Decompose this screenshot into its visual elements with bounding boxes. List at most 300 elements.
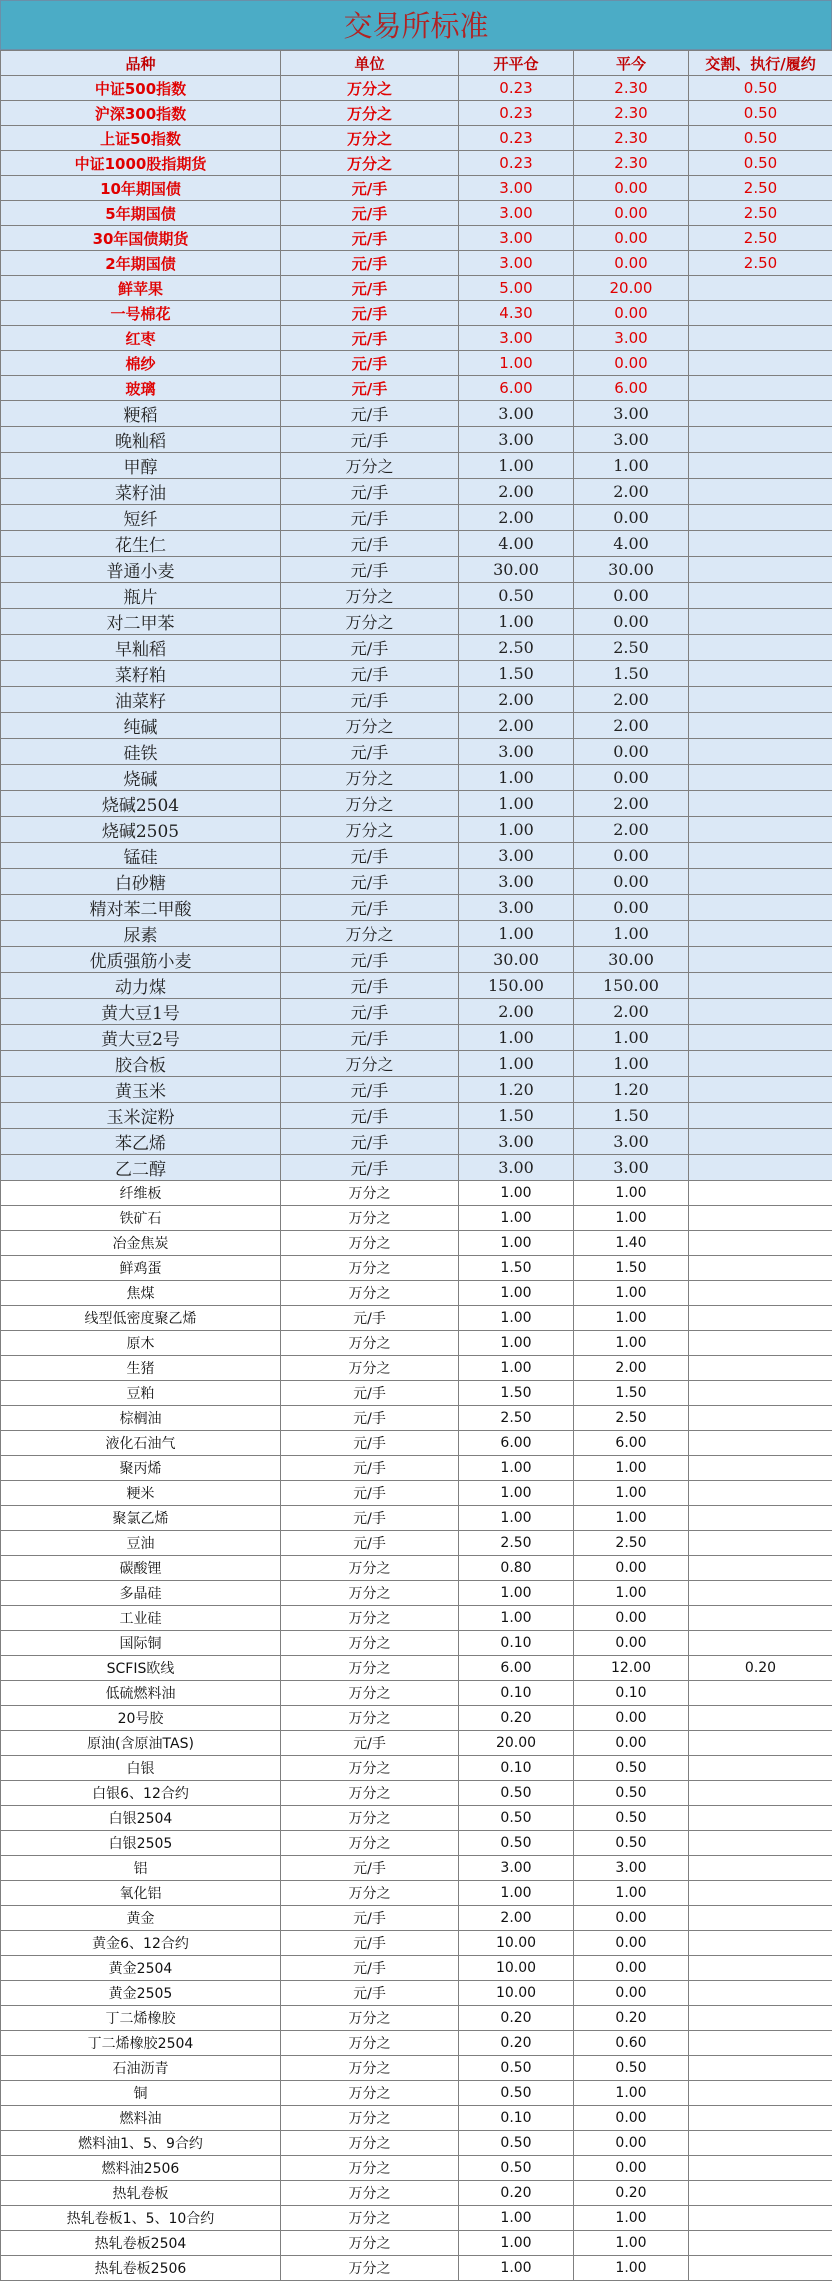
cell-close-today[interactable]: 0.00: [574, 583, 689, 609]
cell-unit[interactable]: 元/手: [281, 1956, 459, 1981]
cell-close-today[interactable]: 1.50: [574, 1256, 689, 1281]
cell-variety[interactable]: 铝: [1, 1856, 281, 1881]
cell-delivery[interactable]: [689, 2106, 832, 2131]
cell-close-today[interactable]: 1.50: [574, 661, 689, 687]
cell-open-close[interactable]: 0.50: [459, 583, 574, 609]
cell-close-today[interactable]: 1.50: [574, 1381, 689, 1406]
cell-delivery[interactable]: [689, 276, 832, 301]
cell-delivery[interactable]: [689, 1406, 832, 1431]
cell-delivery[interactable]: [689, 479, 832, 505]
cell-unit[interactable]: 万分之: [281, 1581, 459, 1606]
cell-variety[interactable]: 鲜苹果: [1, 276, 281, 301]
cell-variety[interactable]: 菜籽粕: [1, 661, 281, 687]
cell-unit[interactable]: 万分之: [281, 2006, 459, 2031]
col-header-close-today[interactable]: 平今: [574, 51, 689, 76]
cell-open-close[interactable]: 3.00: [459, 401, 574, 427]
cell-close-today[interactable]: 0.50: [574, 2056, 689, 2081]
cell-variety[interactable]: 一号棉花: [1, 301, 281, 326]
cell-variety[interactable]: 热轧卷板: [1, 2181, 281, 2206]
cell-unit[interactable]: 元/手: [281, 1381, 459, 1406]
cell-variety[interactable]: 碳酸锂: [1, 1556, 281, 1581]
cell-open-close[interactable]: 10.00: [459, 1931, 574, 1956]
cell-variety[interactable]: 上证50指数: [1, 126, 281, 151]
cell-unit[interactable]: 元/手: [281, 226, 459, 251]
cell-variety[interactable]: 优质强筋小麦: [1, 947, 281, 973]
cell-close-today[interactable]: 30.00: [574, 947, 689, 973]
cell-unit[interactable]: 万分之: [281, 1681, 459, 1706]
cell-variety[interactable]: 瓶片: [1, 583, 281, 609]
cell-close-today[interactable]: 3.00: [574, 427, 689, 453]
cell-unit[interactable]: 元/手: [281, 1306, 459, 1331]
cell-close-today[interactable]: 3.00: [574, 401, 689, 427]
cell-unit[interactable]: 元/手: [281, 1931, 459, 1956]
cell-delivery[interactable]: [689, 301, 832, 326]
cell-unit[interactable]: 万分之: [281, 765, 459, 791]
cell-unit[interactable]: 元/手: [281, 1025, 459, 1051]
cell-delivery[interactable]: [689, 1781, 832, 1806]
cell-close-today[interactable]: 0.50: [574, 1806, 689, 1831]
cell-variety[interactable]: 乙二醇: [1, 1155, 281, 1181]
cell-variety[interactable]: 烧碱2505: [1, 817, 281, 843]
cell-close-today[interactable]: 0.50: [574, 1756, 689, 1781]
cell-unit[interactable]: 元/手: [281, 1981, 459, 2006]
cell-delivery[interactable]: [689, 1631, 832, 1656]
cell-close-today[interactable]: 2.00: [574, 1356, 689, 1381]
cell-close-today[interactable]: 1.00: [574, 1581, 689, 1606]
cell-delivery[interactable]: [689, 1581, 832, 1606]
cell-open-close[interactable]: 0.80: [459, 1556, 574, 1581]
cell-unit[interactable]: 万分之: [281, 2206, 459, 2231]
cell-variety[interactable]: 粳稻: [1, 401, 281, 427]
cell-open-close[interactable]: 1.00: [459, 1025, 574, 1051]
cell-open-close[interactable]: 1.00: [459, 1606, 574, 1631]
cell-close-today[interactable]: 2.50: [574, 635, 689, 661]
cell-open-close[interactable]: 3.00: [459, 869, 574, 895]
cell-variety[interactable]: 短纤: [1, 505, 281, 531]
cell-close-today[interactable]: 3.00: [574, 1129, 689, 1155]
cell-open-close[interactable]: 1.00: [459, 1456, 574, 1481]
cell-open-close[interactable]: 6.00: [459, 1431, 574, 1456]
cell-unit[interactable]: 元/手: [281, 739, 459, 765]
cell-delivery[interactable]: [689, 739, 832, 765]
cell-delivery[interactable]: [689, 2006, 832, 2031]
cell-open-close[interactable]: 1.00: [459, 1051, 574, 1077]
cell-unit[interactable]: 元/手: [281, 401, 459, 427]
cell-unit[interactable]: 元/手: [281, 1431, 459, 1456]
cell-unit[interactable]: 元/手: [281, 687, 459, 713]
cell-variety[interactable]: 多晶硅: [1, 1581, 281, 1606]
cell-delivery[interactable]: [689, 1356, 832, 1381]
cell-delivery[interactable]: [689, 2031, 832, 2056]
cell-close-today[interactable]: 2.50: [574, 1531, 689, 1556]
cell-open-close[interactable]: 1.50: [459, 1103, 574, 1129]
cell-open-close[interactable]: 0.50: [459, 2131, 574, 2156]
cell-close-today[interactable]: 2.00: [574, 479, 689, 505]
cell-variety[interactable]: 国际铜: [1, 1631, 281, 1656]
cell-open-close[interactable]: 0.20: [459, 2181, 574, 2206]
cell-unit[interactable]: 元/手: [281, 1456, 459, 1481]
cell-delivery[interactable]: [689, 1531, 832, 1556]
cell-close-today[interactable]: 4.00: [574, 531, 689, 557]
cell-variety[interactable]: 白银6、12合约: [1, 1781, 281, 1806]
cell-unit[interactable]: 元/手: [281, 531, 459, 557]
cell-open-close[interactable]: 1.00: [459, 1581, 574, 1606]
cell-close-today[interactable]: 1.00: [574, 1025, 689, 1051]
cell-unit[interactable]: 元/手: [281, 1856, 459, 1881]
cell-variety[interactable]: 纤维板: [1, 1181, 281, 1206]
cell-open-close[interactable]: 1.00: [459, 1281, 574, 1306]
cell-unit[interactable]: 元/手: [281, 661, 459, 687]
cell-close-today[interactable]: 30.00: [574, 557, 689, 583]
cell-variety[interactable]: 铜: [1, 2081, 281, 2106]
cell-delivery[interactable]: 0.20: [689, 1656, 832, 1681]
cell-delivery[interactable]: [689, 2206, 832, 2231]
cell-delivery[interactable]: [689, 505, 832, 531]
cell-delivery[interactable]: 2.50: [689, 201, 832, 226]
cell-delivery[interactable]: [689, 557, 832, 583]
cell-delivery[interactable]: [689, 453, 832, 479]
cell-close-today[interactable]: 1.00: [574, 1306, 689, 1331]
cell-delivery[interactable]: [689, 1025, 832, 1051]
cell-unit[interactable]: 元/手: [281, 869, 459, 895]
cell-open-close[interactable]: 1.00: [459, 765, 574, 791]
cell-variety[interactable]: 黄大豆2号: [1, 1025, 281, 1051]
cell-close-today[interactable]: 0.00: [574, 301, 689, 326]
cell-close-today[interactable]: 0.60: [574, 2031, 689, 2056]
cell-close-today[interactable]: 2.00: [574, 791, 689, 817]
cell-close-today[interactable]: 0.00: [574, 843, 689, 869]
cell-delivery[interactable]: [689, 427, 832, 453]
cell-open-close[interactable]: 1.00: [459, 791, 574, 817]
cell-close-today[interactable]: 1.20: [574, 1077, 689, 1103]
cell-open-close[interactable]: 2.00: [459, 713, 574, 739]
cell-unit[interactable]: 万分之: [281, 1051, 459, 1077]
cell-close-today[interactable]: 2.30: [574, 101, 689, 126]
cell-open-close[interactable]: 1.00: [459, 2256, 574, 2281]
cell-open-close[interactable]: 1.00: [459, 351, 574, 376]
cell-unit[interactable]: 万分之: [281, 1231, 459, 1256]
cell-delivery[interactable]: [689, 1831, 832, 1856]
cell-close-today[interactable]: 0.00: [574, 1981, 689, 2006]
cell-unit[interactable]: 元/手: [281, 479, 459, 505]
cell-delivery[interactable]: [689, 1556, 832, 1581]
cell-open-close[interactable]: 1.00: [459, 1231, 574, 1256]
cell-variety[interactable]: 原木: [1, 1331, 281, 1356]
col-header-delivery[interactable]: 交割、执行/履约: [689, 51, 832, 76]
cell-unit[interactable]: 元/手: [281, 1406, 459, 1431]
cell-delivery[interactable]: [689, 1155, 832, 1181]
cell-unit[interactable]: 元/手: [281, 376, 459, 401]
cell-unit[interactable]: 万分之: [281, 791, 459, 817]
cell-unit[interactable]: 万分之: [281, 2031, 459, 2056]
cell-unit[interactable]: 元/手: [281, 1531, 459, 1556]
cell-close-today[interactable]: 0.00: [574, 609, 689, 635]
cell-close-today[interactable]: 6.00: [574, 376, 689, 401]
cell-unit[interactable]: 元/手: [281, 1906, 459, 1931]
cell-variety[interactable]: 黄金: [1, 1906, 281, 1931]
cell-close-today[interactable]: 1.00: [574, 1481, 689, 1506]
cell-open-close[interactable]: 1.00: [459, 609, 574, 635]
cell-variety[interactable]: 早籼稻: [1, 635, 281, 661]
cell-open-close[interactable]: 0.23: [459, 101, 574, 126]
cell-close-today[interactable]: 1.00: [574, 1331, 689, 1356]
cell-open-close[interactable]: 4.30: [459, 301, 574, 326]
cell-open-close[interactable]: 1.00: [459, 1206, 574, 1231]
cell-delivery[interactable]: [689, 351, 832, 376]
cell-delivery[interactable]: [689, 687, 832, 713]
cell-delivery[interactable]: [689, 1256, 832, 1281]
cell-variety[interactable]: 棉纱: [1, 351, 281, 376]
cell-variety[interactable]: 玻璃: [1, 376, 281, 401]
cell-delivery[interactable]: [689, 1706, 832, 1731]
cell-unit[interactable]: 万分之: [281, 921, 459, 947]
cell-open-close[interactable]: 3.00: [459, 1155, 574, 1181]
cell-delivery[interactable]: [689, 765, 832, 791]
cell-delivery[interactable]: [689, 1231, 832, 1256]
cell-close-today[interactable]: 2.00: [574, 713, 689, 739]
cell-close-today[interactable]: 0.00: [574, 351, 689, 376]
cell-open-close[interactable]: 0.50: [459, 2056, 574, 2081]
cell-open-close[interactable]: 1.50: [459, 661, 574, 687]
cell-variety[interactable]: 普通小麦: [1, 557, 281, 583]
cell-delivery[interactable]: [689, 1956, 832, 1981]
cell-open-close[interactable]: 1.00: [459, 2206, 574, 2231]
cell-variety[interactable]: 纯碱: [1, 713, 281, 739]
cell-close-today[interactable]: 150.00: [574, 973, 689, 999]
cell-variety[interactable]: 菜籽油: [1, 479, 281, 505]
cell-variety[interactable]: 5年期国债: [1, 201, 281, 226]
cell-variety[interactable]: 燃料油: [1, 2106, 281, 2131]
cell-variety[interactable]: 硅铁: [1, 739, 281, 765]
cell-variety[interactable]: 中证1000股指期货: [1, 151, 281, 176]
cell-close-today[interactable]: 1.00: [574, 2231, 689, 2256]
cell-open-close[interactable]: 3.00: [459, 427, 574, 453]
col-header-open-close[interactable]: 开平仓: [459, 51, 574, 76]
cell-delivery[interactable]: [689, 531, 832, 557]
cell-open-close[interactable]: 3.00: [459, 739, 574, 765]
cell-open-close[interactable]: 3.00: [459, 176, 574, 201]
cell-close-today[interactable]: 0.00: [574, 2106, 689, 2131]
cell-variety[interactable]: 工业硅: [1, 1606, 281, 1631]
cell-open-close[interactable]: 0.20: [459, 2006, 574, 2031]
cell-unit[interactable]: 元/手: [281, 1731, 459, 1756]
cell-variety[interactable]: 苯乙烯: [1, 1129, 281, 1155]
cell-delivery[interactable]: [689, 1856, 832, 1881]
cell-variety[interactable]: 黄金2504: [1, 1956, 281, 1981]
cell-open-close[interactable]: 1.00: [459, 1181, 574, 1206]
cell-delivery[interactable]: [689, 2256, 832, 2281]
cell-open-close[interactable]: 0.10: [459, 1631, 574, 1656]
cell-unit[interactable]: 元/手: [281, 176, 459, 201]
cell-close-today[interactable]: 0.00: [574, 739, 689, 765]
cell-variety[interactable]: 30年国债期货: [1, 226, 281, 251]
cell-close-today[interactable]: 1.00: [574, 2256, 689, 2281]
cell-delivery[interactable]: [689, 1103, 832, 1129]
cell-delivery[interactable]: [689, 1756, 832, 1781]
cell-unit[interactable]: 元/手: [281, 505, 459, 531]
cell-unit[interactable]: 万分之: [281, 1556, 459, 1581]
cell-delivery[interactable]: [689, 2181, 832, 2206]
cell-delivery[interactable]: 2.50: [689, 251, 832, 276]
cell-variety[interactable]: 尿素: [1, 921, 281, 947]
cell-variety[interactable]: 胶合板: [1, 1051, 281, 1077]
cell-delivery[interactable]: [689, 376, 832, 401]
cell-unit[interactable]: 元/手: [281, 1481, 459, 1506]
cell-unit[interactable]: 万分之: [281, 1881, 459, 1906]
cell-close-today[interactable]: 0.00: [574, 1606, 689, 1631]
cell-delivery[interactable]: [689, 1206, 832, 1231]
cell-unit[interactable]: 元/手: [281, 895, 459, 921]
cell-variety[interactable]: 锰硅: [1, 843, 281, 869]
cell-variety[interactable]: 石油沥青: [1, 2056, 281, 2081]
cell-variety[interactable]: 晚籼稻: [1, 427, 281, 453]
cell-delivery[interactable]: [689, 791, 832, 817]
cell-variety[interactable]: 冶金焦炭: [1, 1231, 281, 1256]
cell-unit[interactable]: 万分之: [281, 2181, 459, 2206]
cell-delivery[interactable]: [689, 1077, 832, 1103]
cell-variety[interactable]: 油菜籽: [1, 687, 281, 713]
cell-open-close[interactable]: 1.00: [459, 817, 574, 843]
cell-close-today[interactable]: 3.00: [574, 1856, 689, 1881]
cell-delivery[interactable]: [689, 661, 832, 687]
cell-unit[interactable]: 万分之: [281, 1831, 459, 1856]
cell-delivery[interactable]: [689, 1731, 832, 1756]
cell-close-today[interactable]: 1.00: [574, 2206, 689, 2231]
cell-close-today[interactable]: 0.00: [574, 869, 689, 895]
cell-open-close[interactable]: 0.10: [459, 1756, 574, 1781]
cell-variety[interactable]: 白砂糖: [1, 869, 281, 895]
cell-delivery[interactable]: [689, 326, 832, 351]
cell-delivery[interactable]: [689, 401, 832, 427]
cell-open-close[interactable]: 4.00: [459, 531, 574, 557]
cell-unit[interactable]: 万分之: [281, 609, 459, 635]
cell-close-today[interactable]: 1.00: [574, 921, 689, 947]
cell-close-today[interactable]: 1.40: [574, 1231, 689, 1256]
cell-variety[interactable]: 氧化铝: [1, 1881, 281, 1906]
cell-delivery[interactable]: [689, 1431, 832, 1456]
cell-open-close[interactable]: 0.10: [459, 2106, 574, 2131]
cell-unit[interactable]: 万分之: [281, 1256, 459, 1281]
cell-variety[interactable]: 线型低密度聚乙烯: [1, 1306, 281, 1331]
cell-unit[interactable]: 元/手: [281, 351, 459, 376]
cell-variety[interactable]: 聚氯乙烯: [1, 1506, 281, 1531]
cell-unit[interactable]: 万分之: [281, 453, 459, 479]
cell-delivery[interactable]: [689, 1331, 832, 1356]
cell-variety[interactable]: 液化石油气: [1, 1431, 281, 1456]
cell-unit[interactable]: 元/手: [281, 947, 459, 973]
cell-open-close[interactable]: 2.00: [459, 505, 574, 531]
cell-variety[interactable]: 白银: [1, 1756, 281, 1781]
cell-unit[interactable]: 万分之: [281, 1806, 459, 1831]
cell-variety[interactable]: 燃料油1、5、9合约: [1, 2131, 281, 2156]
cell-delivery[interactable]: 0.50: [689, 126, 832, 151]
cell-delivery[interactable]: [689, 1681, 832, 1706]
cell-open-close[interactable]: 2.00: [459, 1906, 574, 1931]
cell-variety[interactable]: 玉米淀粉: [1, 1103, 281, 1129]
cell-close-today[interactable]: 1.00: [574, 1051, 689, 1077]
cell-variety[interactable]: 20号胶: [1, 1706, 281, 1731]
cell-open-close[interactable]: 0.23: [459, 126, 574, 151]
cell-open-close[interactable]: 3.00: [459, 1856, 574, 1881]
cell-delivery[interactable]: [689, 1506, 832, 1531]
cell-unit[interactable]: 元/手: [281, 557, 459, 583]
cell-unit[interactable]: 万分之: [281, 1606, 459, 1631]
cell-unit[interactable]: 元/手: [281, 1155, 459, 1181]
cell-delivery[interactable]: [689, 2156, 832, 2181]
cell-open-close[interactable]: 0.50: [459, 1831, 574, 1856]
cell-close-today[interactable]: 1.00: [574, 1181, 689, 1206]
cell-open-close[interactable]: 3.00: [459, 201, 574, 226]
cell-unit[interactable]: 万分之: [281, 1356, 459, 1381]
cell-open-close[interactable]: 0.10: [459, 1681, 574, 1706]
cell-delivery[interactable]: [689, 1306, 832, 1331]
cell-unit[interactable]: 万分之: [281, 1706, 459, 1731]
cell-close-today[interactable]: 6.00: [574, 1431, 689, 1456]
cell-open-close[interactable]: 10.00: [459, 1956, 574, 1981]
cell-variety[interactable]: 甲醇: [1, 453, 281, 479]
cell-variety[interactable]: 鲜鸡蛋: [1, 1256, 281, 1281]
cell-open-close[interactable]: 3.00: [459, 251, 574, 276]
cell-variety[interactable]: 丁二烯橡胶2504: [1, 2031, 281, 2056]
cell-delivery[interactable]: [689, 947, 832, 973]
cell-delivery[interactable]: [689, 713, 832, 739]
cell-unit[interactable]: 元/手: [281, 843, 459, 869]
cell-close-today[interactable]: 1.00: [574, 1456, 689, 1481]
cell-open-close[interactable]: 6.00: [459, 1656, 574, 1681]
cell-open-close[interactable]: 3.00: [459, 895, 574, 921]
cell-variety[interactable]: 黄金2505: [1, 1981, 281, 2006]
cell-variety[interactable]: 粳米: [1, 1481, 281, 1506]
cell-delivery[interactable]: 0.50: [689, 76, 832, 101]
cell-unit[interactable]: 万分之: [281, 713, 459, 739]
cell-unit[interactable]: 万分之: [281, 76, 459, 101]
cell-unit[interactable]: 万分之: [281, 583, 459, 609]
cell-delivery[interactable]: 2.50: [689, 176, 832, 201]
cell-unit[interactable]: 万分之: [281, 1281, 459, 1306]
col-header-variety[interactable]: 品种: [1, 51, 281, 76]
cell-unit[interactable]: 万分之: [281, 2156, 459, 2181]
cell-open-close[interactable]: 0.23: [459, 76, 574, 101]
cell-close-today[interactable]: 2.50: [574, 1406, 689, 1431]
cell-delivery[interactable]: [689, 843, 832, 869]
cell-variety[interactable]: 热轧卷板2504: [1, 2231, 281, 2256]
cell-delivery[interactable]: [689, 973, 832, 999]
cell-variety[interactable]: 黄金6、12合约: [1, 1931, 281, 1956]
cell-close-today[interactable]: 1.00: [574, 1506, 689, 1531]
cell-delivery[interactable]: 0.50: [689, 101, 832, 126]
cell-unit[interactable]: 万分之: [281, 151, 459, 176]
cell-close-today[interactable]: 12.00: [574, 1656, 689, 1681]
cell-close-today[interactable]: 0.00: [574, 1931, 689, 1956]
cell-delivery[interactable]: [689, 2231, 832, 2256]
cell-variety[interactable]: 白银2504: [1, 1806, 281, 1831]
cell-variety[interactable]: 红枣: [1, 326, 281, 351]
cell-delivery[interactable]: [689, 635, 832, 661]
col-header-unit[interactable]: 单位: [281, 51, 459, 76]
cell-open-close[interactable]: 0.50: [459, 2081, 574, 2106]
cell-delivery[interactable]: [689, 2081, 832, 2106]
cell-delivery[interactable]: [689, 1051, 832, 1077]
cell-close-today[interactable]: 1.00: [574, 1881, 689, 1906]
cell-open-close[interactable]: 2.00: [459, 479, 574, 505]
cell-open-close[interactable]: 5.00: [459, 276, 574, 301]
cell-variety[interactable]: 精对苯二甲酸: [1, 895, 281, 921]
cell-open-close[interactable]: 0.50: [459, 1781, 574, 1806]
cell-close-today[interactable]: 0.00: [574, 201, 689, 226]
cell-delivery[interactable]: [689, 2056, 832, 2081]
cell-open-close[interactable]: 1.00: [459, 1881, 574, 1906]
cell-variety[interactable]: 生猪: [1, 1356, 281, 1381]
